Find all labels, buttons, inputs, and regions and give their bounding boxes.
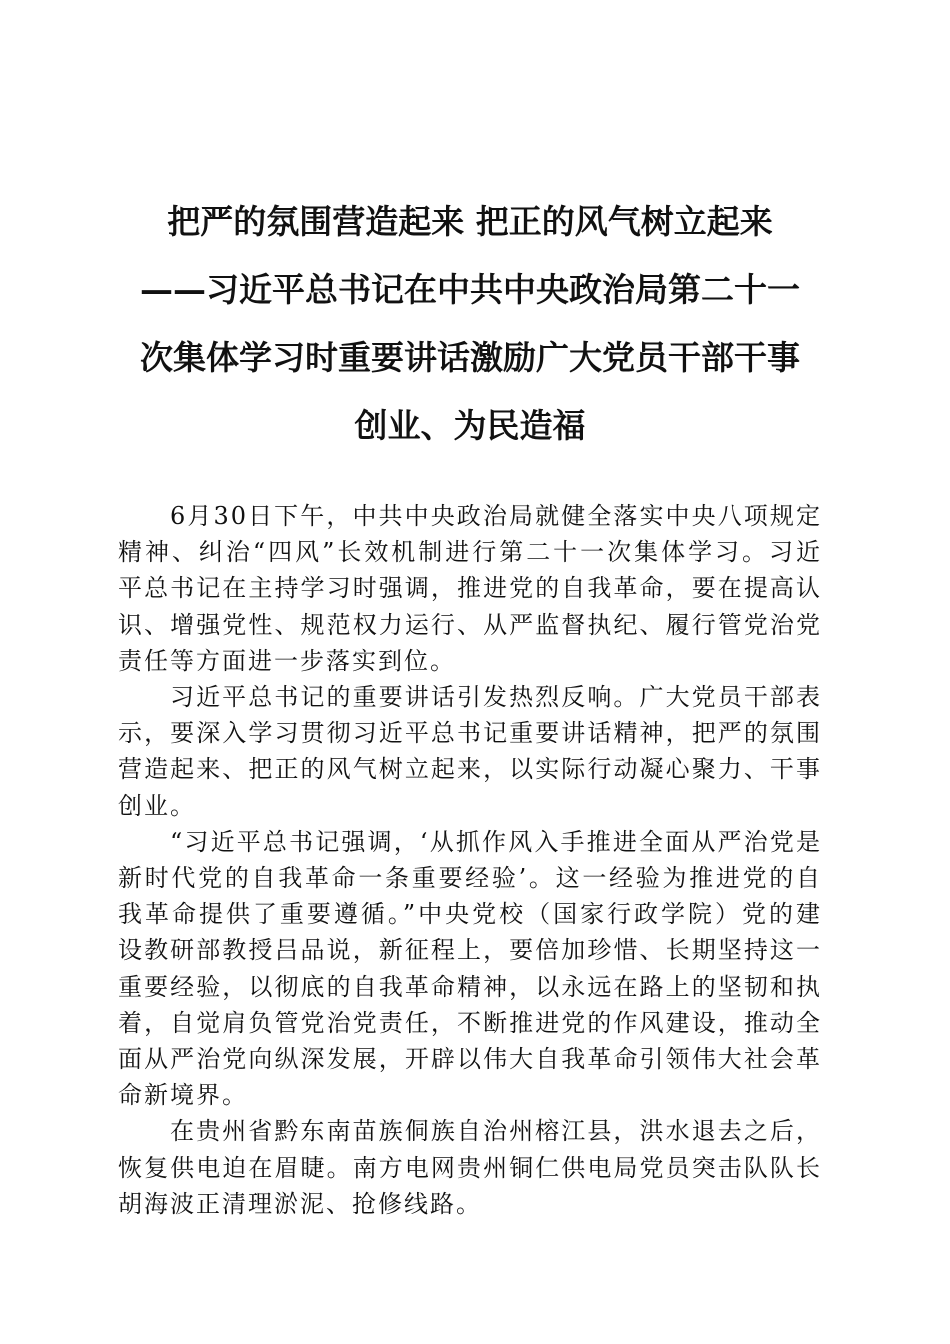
body-paragraph-1: 6月30日下午，中共中央政治局就健全落实中央八项规定精神、纠治“四风”长效机制进行第二十一次集体学习。习近平总书记在主持学习时强调，推进党的自我革命，要在提高认识、增强党性、规范权力运行、从严监督执纪、履行管党治党责任等方面进一步落实到位。 — [118, 502, 822, 675]
title-line-4: 创业、为民造福 — [354, 406, 586, 445]
body-paragraph-4: 在贵州省黔东南苗族侗族自治州榕江县，洪水退去之后，恢复供电迫在眉睫。南方电网贵州铜仁供电局党员突击队队长胡海波正清理淤泥、抢修线路。 — [118, 1117, 822, 1218]
title-line-3: 次集体学习时重要讲话激励广大党员干部干事 — [140, 338, 800, 377]
document-body — [118, 498, 822, 1222]
title-line-1: 把严的氛围营造起来 把正的风气树立起来 — [167, 202, 773, 241]
document-title — [118, 188, 822, 460]
body-paragraph-2: 习近平总书记的重要讲话引发热烈反响。广大党员干部表示，要深入学习贯彻习近平总书记重要讲话精神，把严的氛围营造起来、把正的风气树立起来，以实际行动凝心聚力、干事创业。 — [118, 683, 822, 820]
body-paragraph-3: “习近平总书记强调，‘从抓作风入手推进全面从严治党是新时代党的自我革命一条重要经验’。这一经验为推进党的自我革命提供了重要遵循。”中央党校（国家行政学院）党的建设教研部教授吕品说，新征程上，要倍加珍惜、长期坚持这一重要经验，以彻底的自我革命精神，以永远在路上的坚韧和执着，自觉肩负管党治党责任，不断推进党的作风建设，推动全面从严治党向纵深发展，开辟以伟大自我革命引领伟大社会革命新境界。 — [118, 827, 822, 1110]
title-line-2: ——习近平总书记在中共中央政治局第二十一 — [140, 270, 800, 309]
